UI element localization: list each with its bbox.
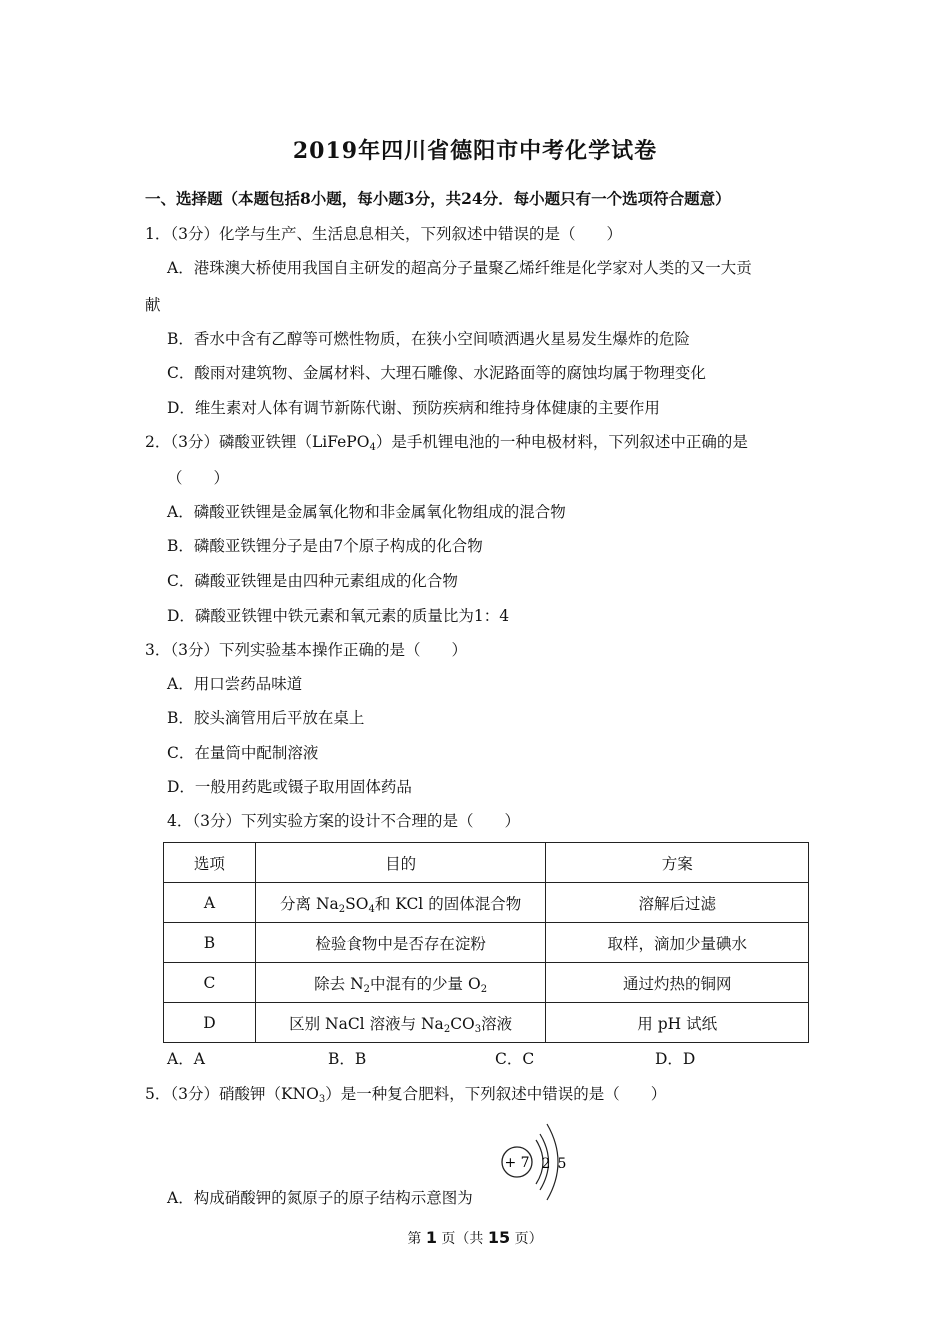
- q2-stem: 2．（3分）磷酸亚铁锂（LiFePO$_4$）是手机锂电池的一种电极材料，下列叙述中正确的是: [145, 433, 748, 453]
- page-number: 1: [425, 1228, 437, 1247]
- q3-stem: 3．（3分）下列实验基本操作正确的是（ ）: [145, 641, 467, 659]
- row-option: B: [164, 923, 256, 963]
- q2-option-b: B．磷酸亚铁锂分子是由7个原子构成的化合物: [167, 537, 483, 555]
- row-goal: 检验食物中是否存在淀粉: [255, 923, 546, 963]
- q2-option-a: A．磷酸亚铁锂是金属氧化物和非金属氧化物组成的混合物: [167, 503, 566, 521]
- row-plan: 用 pH 试纸: [546, 1003, 809, 1043]
- table-row: [164, 1003, 809, 1043]
- shell-2-electrons: 5: [557, 1156, 567, 1172]
- row-goal: 除去 $N_2$中混有的少量 $O_2$: [255, 963, 546, 1003]
- header-goal: 目的: [255, 843, 546, 883]
- row-option: A: [164, 883, 256, 923]
- q2-stem-cont: （ ）: [167, 469, 230, 487]
- q3-option-d: D．一般用药匙或镊子取用固体药品: [167, 778, 412, 796]
- q1-option-a-cont: 献: [145, 296, 161, 314]
- q5-option-a: A．构成硝酸钾的氮原子的原子结构示意图为: [167, 1189, 473, 1207]
- table-row: [164, 963, 809, 1003]
- row-option: D: [164, 1003, 256, 1043]
- q2-option-c: C．磷酸亚铁锂是由四种元素组成的化合物: [167, 572, 458, 590]
- table-row: [164, 883, 809, 923]
- q4-stem: 4．（3分）下列实验方案的设计不合理的是（ ）: [167, 812, 520, 830]
- q3-option-b: B．胶头滴管用后平放在桌上: [167, 709, 365, 727]
- row-option: C: [164, 963, 256, 1003]
- q1-option-c: C．酸雨对建筑物、金属材料、大理石雕像、水泥路面等的腐蚀均属于物理变化: [167, 364, 706, 382]
- q1-option-a: A．港珠澳大桥使用我国自主研发的超高分子量聚乙烯纤维是化学家对人类的又一大贡: [167, 259, 752, 277]
- q4-choice-d: D．D: [655, 1050, 696, 1068]
- row-plan: 取样，滴加少量碘水: [546, 923, 809, 963]
- q1-stem: 1．（3分）化学与生产、生活息息相关，下列叙述中错误的是（ ）: [145, 225, 622, 243]
- q1-option-d: D．维生素对人体有调节新陈代谢、预防疾病和维持身体健康的主要作用: [167, 399, 660, 417]
- table-header-row: [164, 843, 809, 883]
- row-plan: 溶解后过滤: [546, 883, 809, 923]
- header-plan: 方案: [546, 843, 809, 883]
- row-goal: 分离 $Na_2SO_4$和 KCl 的固体混合物: [255, 883, 546, 923]
- q4-choice-c: C．C: [495, 1050, 535, 1068]
- shell-1-electrons: 2: [541, 1156, 551, 1172]
- q2-option-d: D．磷酸亚铁锂中铁元素和氧元素的质量比为1：4: [167, 607, 510, 625]
- q3-option-c: C．在量筒中配制溶液: [167, 744, 319, 762]
- atom-structure-diagram: [496, 1116, 576, 1202]
- q1-option-b: B．香水中含有乙醇等可燃性物质，在狭小空间喷洒遇火星易发生爆炸的危险: [167, 330, 690, 348]
- page-footer: 第 1 页（共 15 页）: [407, 1228, 543, 1247]
- q3-option-a: A．用口尝药品味道: [167, 675, 303, 693]
- table-row: [164, 923, 809, 963]
- header-option: 选项: [164, 843, 256, 883]
- nucleus-charge: + 7: [504, 1155, 530, 1171]
- q4-choice-a: A．A: [167, 1050, 205, 1068]
- q5-stem: 5．（3分）硝酸钾$(KNO_3)$是一种复合肥料，下列叙述中错误的是（ ）: [145, 1085, 667, 1105]
- page-title: 2019年四川省德阳市中考化学试卷: [292, 138, 658, 164]
- page-total: 15: [487, 1228, 511, 1247]
- row-plan: 通过灼热的铜网: [546, 963, 809, 1003]
- q4-choice-b: B．B: [328, 1050, 367, 1068]
- q4-options-table: [163, 842, 809, 1043]
- section-heading: 一、选择题（本题包括8小题，每小题3分，共24分．每小题只有一个选项符合题意）: [145, 189, 731, 208]
- row-goal: 区别 NaCl 溶液与 $Na_2CO_3$溶液: [255, 1003, 546, 1043]
